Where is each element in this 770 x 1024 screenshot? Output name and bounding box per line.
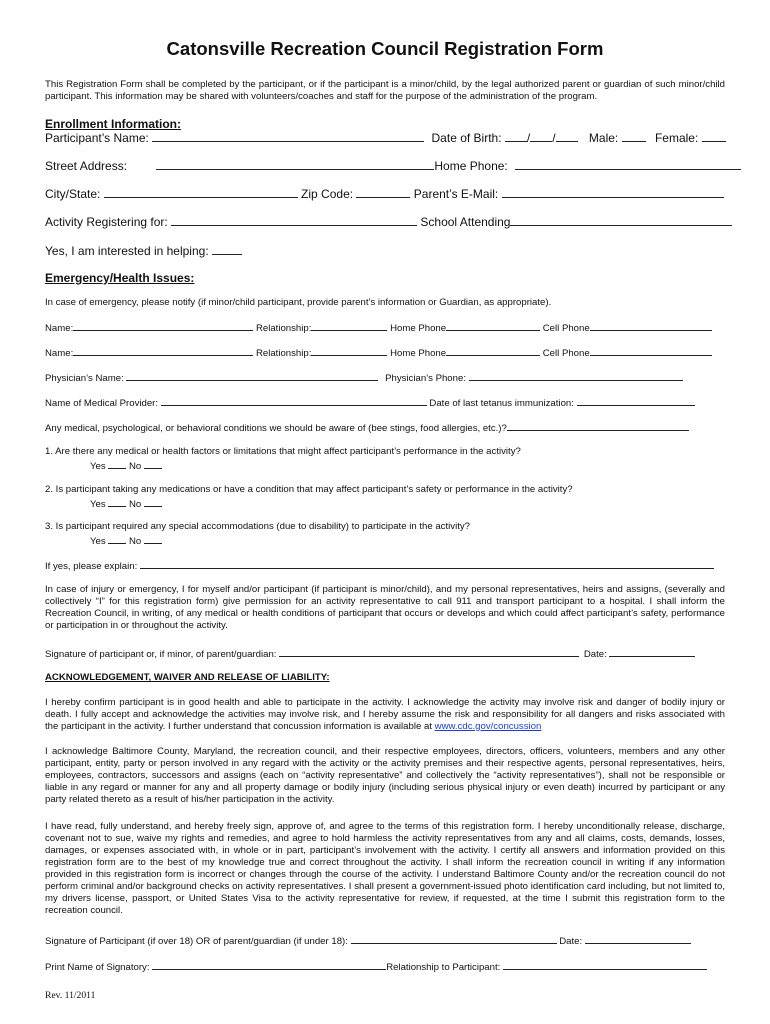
explain-row xyxy=(45,559,714,573)
tetanus-label: Date of last tetanus immunization: xyxy=(429,398,574,409)
explain-field[interactable] xyxy=(140,559,714,569)
participant-name-field[interactable] xyxy=(152,130,424,142)
contact1-relationship-field[interactable] xyxy=(311,321,387,331)
question-3: 3. Is participant required any special accommodations (due to disability) to participate in the activity? xyxy=(45,521,471,532)
participant-name-label: Participant’s Name: xyxy=(45,131,149,145)
street-field[interactable] xyxy=(156,158,434,170)
zip-label: Zip Code: xyxy=(301,187,354,201)
tetanus-field[interactable] xyxy=(577,396,695,406)
signature1-label: Signature of participant or, if minor, of parent/guardian: xyxy=(45,649,277,660)
waiver-paragraph-1-text: I hereby confirm participant is in good health and able to participate in the activity. I acknowledge the activity may involve risk and danger of bodily injury or death. I fully accept and acknowledge the activities may involve risk, and I hereby assume the risk and responsibility for all dangers and risks associated with the participant in the activity. I further understand that concussion information is available at xyxy=(45,697,725,732)
signature2-field[interactable] xyxy=(351,934,557,944)
q1-yes-label: Yes xyxy=(90,461,106,472)
activity-label: Activity Registering for: xyxy=(45,215,168,229)
female-label: Female: xyxy=(654,131,699,145)
physician-name-label: Physician’s Name: xyxy=(45,373,124,384)
contact1-cell-phone-field[interactable] xyxy=(590,321,712,331)
male-label: Male: xyxy=(588,131,619,145)
contact2-name-field[interactable] xyxy=(73,346,253,356)
form-title: Catonsville Recreation Council Registration Form xyxy=(166,38,604,59)
date1-field[interactable] xyxy=(609,647,695,657)
parent-email-field[interactable] xyxy=(502,186,724,198)
physician-phone-field[interactable] xyxy=(469,371,683,381)
male-field[interactable] xyxy=(622,130,646,142)
contact2-relationship-label: Relationship: xyxy=(255,348,312,359)
q3-no-label: No xyxy=(129,536,142,547)
print-name-row xyxy=(45,960,707,974)
contact1-relationship-label: Relationship: xyxy=(255,323,312,334)
signature-row-1 xyxy=(45,647,695,661)
date1-label: Date: xyxy=(583,649,607,660)
zip-field[interactable] xyxy=(356,186,410,198)
helping-row xyxy=(45,243,242,258)
physician-phone-label: Physician’s Phone: xyxy=(385,373,466,384)
print-name-field[interactable] xyxy=(152,960,386,970)
school-label: School Attending xyxy=(420,215,511,229)
address-row xyxy=(45,158,741,173)
signature-row-2 xyxy=(45,934,691,948)
helping-label: Yes, I am interested in helping: xyxy=(45,244,209,258)
conditions-field[interactable] xyxy=(507,421,689,431)
physician-row xyxy=(45,371,683,385)
q2-no-label: No xyxy=(129,499,142,510)
print-name-label: Print Name of Signatory: xyxy=(45,962,150,973)
dob-month-field[interactable] xyxy=(505,130,527,142)
conditions-row xyxy=(45,421,689,435)
contact2-cell-phone-field[interactable] xyxy=(590,346,712,356)
street-label: Street Address: xyxy=(45,159,128,173)
question-2: 2. Is participant taking any medications or have a condition that may affect participant’s safety or performance in the activity? xyxy=(45,484,573,495)
dob-label: Date of Birth: xyxy=(431,131,502,145)
contact1-name-label: Name: xyxy=(45,323,74,334)
question-1: 1. Are there any medical or health factors or limitations that might affect participant’s performance in the activity? xyxy=(45,446,521,457)
date2-label: Date: xyxy=(559,936,583,947)
waiver-paragraph-3: I have read, fully understand, and hereby freely sign, approve of, and agree to the terms of this registration form. I hereby unconditionally release, discharge, covenant not to sue, waive my rights and remedies, and agree to hold harmless the activity representatives from any and all claims, costs, demands, losses, damages, or expenses associated with, in whole or in part, participant’s involvement with the activity. I certify all answers and information provided on this registration form are to the best of my knowledge true and correct throughout the activity. I shall inform the recreation council in writing if any information provided in this registration form is incorrect or changes through the course of the activity. I understand Baltimore County and/or the recreation council do not perform criminal and/or background checks on activity representatives. I shall present a government-issued photo identification card including, but not limited to, my drivers license, passport, or United States Visa to the activity representative for review, if requested, at the time I submit this registration form to the recreation council. xyxy=(45,821,725,916)
signature1-field[interactable] xyxy=(279,647,579,657)
waiver-paragraph-2: I acknowledge Baltimore County, Maryland, the recreation council, and their respective employees, directors, officers, volunteers, members and any other participant, entity, party or person involved in any regard with the activity or the activity premises and their respective agents, personal representatives, heirs, employees, contractors, successors and assigns (each on “activity representative” and collectively the “activity representatives”), shall not be responsible or liable in any regard or manner for any and all property damage or bodily injury (including serious physical injury or even death) incurred by participant or any party related thereto as a result of his/her participation in the activity. xyxy=(45,746,725,805)
emergency-heading: Emergency/Health Issues: xyxy=(45,271,195,285)
waiver-heading: ACKNOWLEDGEMENT, WAIVER AND RELEASE OF LIABILITY: xyxy=(45,672,330,683)
contact2-home-phone-label: Home Phone xyxy=(390,348,447,359)
home-phone-field[interactable] xyxy=(515,158,741,170)
q1-yes-field[interactable] xyxy=(108,459,126,469)
contact1-cell-phone-label: Cell Phone xyxy=(542,323,590,334)
enrollment-heading: Enrollment Information: xyxy=(45,117,181,131)
home-phone-label: Home Phone: xyxy=(434,159,508,173)
q2-no-field[interactable] xyxy=(144,497,162,507)
participant-row: Participant’s Name: Date of Birth: / / Male: Female: xyxy=(45,130,726,145)
female-field[interactable] xyxy=(702,130,726,142)
dob-year-field[interactable] xyxy=(556,130,578,142)
notify-text: In case of emergency, please notify (if minor/child participant, provide parent’s information or Guardian, as appropriate). xyxy=(45,297,552,308)
contact2-home-phone-field[interactable] xyxy=(446,346,540,356)
explain-label: If yes, please explain: xyxy=(45,561,138,572)
question-2-answer xyxy=(90,497,162,511)
medical-provider-label: Name of Medical Provider: xyxy=(45,398,159,409)
contact2-name-label: Name: xyxy=(45,348,74,359)
physician-name-field[interactable] xyxy=(126,371,378,381)
q3-yes-label: Yes xyxy=(90,536,106,547)
dob-day-field[interactable] xyxy=(530,130,552,142)
helping-field[interactable] xyxy=(212,243,242,255)
school-field[interactable] xyxy=(510,214,732,226)
medical-provider-row xyxy=(45,396,695,410)
q1-no-field[interactable] xyxy=(144,459,162,469)
contact1-home-phone-field[interactable] xyxy=(446,321,540,331)
signature2-label: Signature of Participant (if over 18) OR of parent/guardian (if under 18): xyxy=(45,936,348,947)
city-state-field[interactable] xyxy=(104,186,298,198)
concussion-link[interactable]: www.cdc.gov/concussion xyxy=(434,721,542,732)
q2-yes-label: Yes xyxy=(90,499,106,510)
waiver-paragraph-1 xyxy=(45,697,725,733)
contact2-relationship-field[interactable] xyxy=(311,346,387,356)
medical-provider-field[interactable] xyxy=(161,396,427,406)
contact1-name-field[interactable] xyxy=(73,321,253,331)
activity-row xyxy=(45,214,732,229)
q1-no-label: No xyxy=(129,461,142,472)
revision-note: Rev. 11/2011 xyxy=(45,990,96,1001)
city-row xyxy=(45,186,724,201)
intro-paragraph: This Registration Form shall be completed by the participant, or if the participant is a minor/child, by the legal authorized parent or guardian of such minor/child participant. This information may be shared with volunteers/coaches and staff for the purpose of the administration of the program. xyxy=(45,79,725,102)
contact2-cell-phone-label: Cell Phone xyxy=(542,348,590,359)
date2-field[interactable] xyxy=(585,934,691,944)
conditions-label: Any medical, psychological, or behavioral conditions we should be aware of (bee stings, food allergies, etc.)? xyxy=(45,423,507,434)
relationship-field[interactable] xyxy=(503,960,707,970)
relationship-label: Relationship to Participant: xyxy=(386,962,501,973)
question-1-answer xyxy=(90,459,162,473)
q3-yes-field[interactable] xyxy=(108,534,126,544)
city-state-label: City/State: xyxy=(45,187,101,201)
contact1-home-phone-label: Home Phone xyxy=(390,323,447,334)
contact-row-1 xyxy=(45,321,712,335)
contact-row-2 xyxy=(45,346,712,360)
activity-field[interactable] xyxy=(171,214,417,226)
injury-paragraph: In case of injury or emergency, I for myself and/or participant (if participant is minor/child), and my personal representatives, heirs and assigns, (severally and collectively “I” for this registration form) give permission for an activity representative to call 911 and transport participant to a hospital. I shall inform the Recreation Council, in writing, of any medical or health conditions of participant that occurs or develops and which could affect participant’s safety, performance or participation in or throughout the activity. xyxy=(45,584,725,631)
question-3-answer xyxy=(90,534,162,548)
parent-email-label: Parent’s E-Mail: xyxy=(413,187,499,201)
q3-no-field[interactable] xyxy=(144,534,162,544)
q2-yes-field[interactable] xyxy=(108,497,126,507)
